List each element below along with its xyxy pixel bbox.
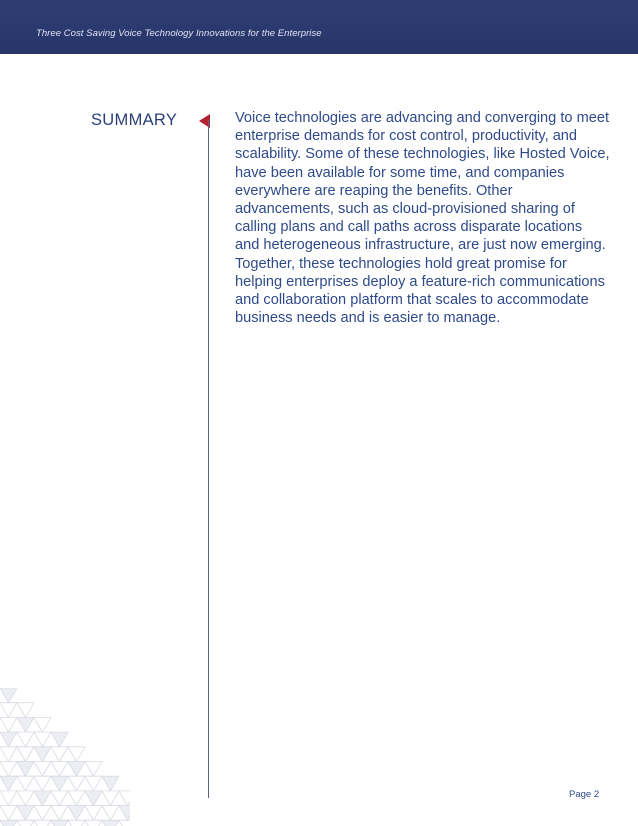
pattern-triangle	[0, 688, 17, 703]
page-number: Page 2	[569, 789, 600, 800]
header-band	[0, 0, 638, 54]
vertical-divider	[208, 120, 209, 798]
section-heading: SUMMARY	[91, 111, 178, 129]
triangle-pattern-decoration	[0, 688, 130, 826]
document-title: Three Cost Saving Voice Technology Innovations for the Enterprise	[36, 28, 322, 39]
summary-paragraph: Voice technologies are advancing and converging to meet enterprise demands for cost control, productivity, and scalability. Some of these technologies, like Hosted Voice, have been available for some time, and companies everywhere are reaping the benefits. Other advancements, such as cloud-provisioned sharing of calling plans and call paths across disparate locations and heterogeneous infrastructure, are just now emerging. Together, these technologies hold great promise for helping enterprises deploy a feature-rich communications and collaboration platform that scales to accommodate business needs and is easier to manage.	[235, 110, 610, 327]
